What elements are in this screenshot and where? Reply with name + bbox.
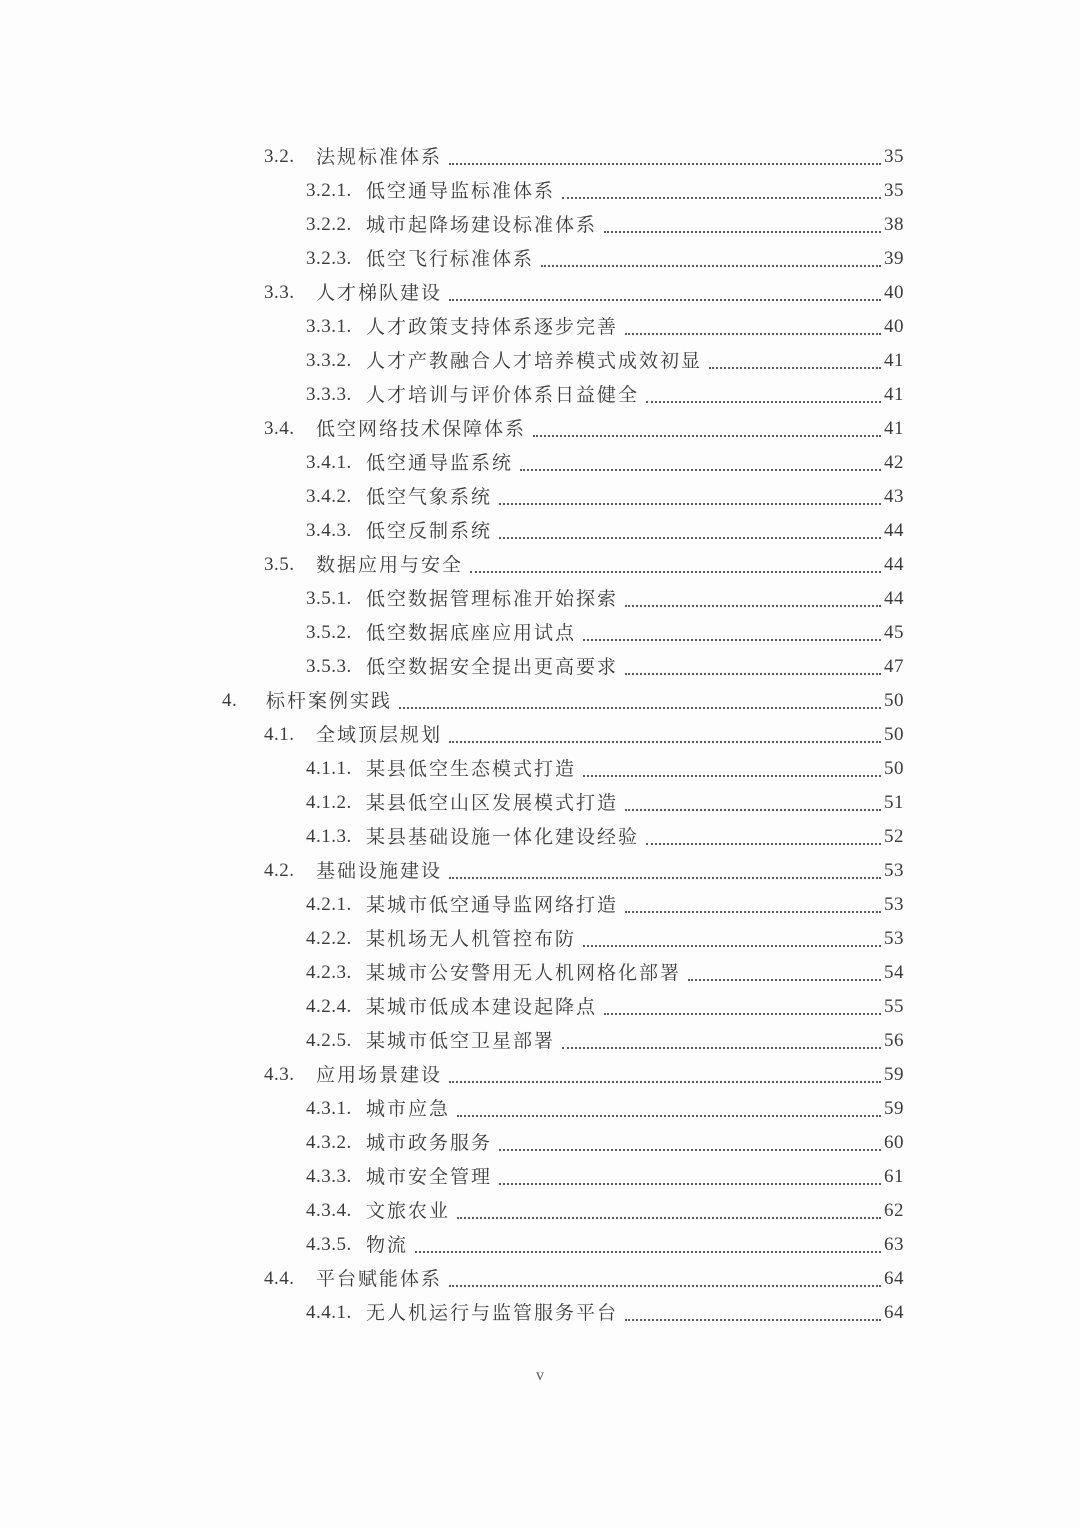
- toc-entry-title: 低空数据底座应用试点: [366, 622, 577, 644]
- toc-entry-page: 41: [884, 418, 904, 439]
- toc-entry-number: 4.: [222, 690, 238, 711]
- toc-leader-dots: [533, 434, 881, 437]
- toc-leader-dots: [604, 230, 881, 233]
- toc-entry-title: 全域顶层规划: [316, 724, 443, 746]
- toc-entry[interactable]: [306, 1228, 904, 1262]
- toc-entry-number: 4.3.: [264, 1064, 295, 1085]
- toc-leader-dots: [625, 808, 881, 811]
- toc-entry[interactable]: [306, 752, 904, 786]
- toc-entry-number: 4.2.4.: [306, 996, 352, 1017]
- toc-entry-page: 50: [884, 758, 904, 779]
- toc-entry-number: 3.2.3.: [306, 248, 352, 269]
- toc-entry[interactable]: [306, 616, 904, 650]
- toc-entry-page: 62: [884, 1200, 904, 1221]
- toc-entry-title: 某城市公安警用无人机网格化部署: [366, 962, 682, 984]
- toc-leader-dots: [499, 536, 881, 539]
- toc-entry[interactable]: [264, 1058, 904, 1092]
- toc-entry-number: 3.5.1.: [306, 588, 352, 609]
- toc-entry-title: 某城市低空通导监网络打造: [366, 894, 619, 916]
- toc-entry-number: 4.1.3.: [306, 826, 352, 847]
- toc-entry-number: 3.4.: [264, 418, 295, 439]
- toc-entry-number: 4.3.5.: [306, 1234, 352, 1255]
- toc-leader-dots: [449, 740, 881, 743]
- toc-entry[interactable]: [306, 310, 904, 344]
- toc-entry-number: 4.4.: [264, 1268, 295, 1289]
- toc-leader-dots: [449, 298, 881, 301]
- toc-entry-page: 64: [884, 1302, 904, 1323]
- toc-entry-number: 4.1.2.: [306, 792, 352, 813]
- toc-entry-title: 某城市低空卫星部署: [366, 1030, 556, 1052]
- toc-entry-title: 低空飞行标准体系: [366, 248, 535, 270]
- toc-entry-page: 53: [884, 928, 904, 949]
- toc-entry-page: 63: [884, 1234, 904, 1255]
- toc-entry-page: 35: [884, 146, 904, 167]
- toc-entry-page: 59: [884, 1098, 904, 1119]
- toc-entry-page: 60: [884, 1132, 904, 1153]
- toc-entry-title: 某县低空生态模式打造: [366, 758, 577, 780]
- toc-entry-number: 4.1.: [264, 724, 295, 745]
- toc-entry-title: 人才培训与评价体系日益健全: [366, 384, 640, 406]
- toc-leader-dots: [562, 1046, 881, 1049]
- toc-entry-page: 55: [884, 996, 904, 1017]
- toc-leader-dots: [499, 502, 881, 505]
- toc-entry-title: 低空通导监系统: [366, 452, 514, 474]
- toc-entry-title: 城市政务服务: [366, 1132, 493, 1154]
- toc-entry[interactable]: [306, 1024, 904, 1058]
- toc-entry[interactable]: [306, 956, 904, 990]
- toc-entry-page: 40: [884, 282, 904, 303]
- toc-entry-page: 51: [884, 792, 904, 813]
- toc-entry[interactable]: [306, 480, 904, 514]
- toc-entry-page: 44: [884, 554, 904, 575]
- toc-entry-number: 4.2.5.: [306, 1030, 352, 1051]
- toc-entry-number: 3.2.: [264, 146, 295, 167]
- toc-leader-dots: [583, 944, 881, 947]
- toc-entry[interactable]: [222, 684, 904, 718]
- toc-entry-number: 3.3.: [264, 282, 295, 303]
- toc-entry-number: 3.3.3.: [306, 384, 352, 405]
- toc-entry[interactable]: [306, 1126, 904, 1160]
- toc-leader-dots: [449, 1284, 881, 1287]
- toc-leader-dots: [709, 366, 881, 369]
- toc-entry-title: 城市起降场建设标准体系: [366, 214, 598, 236]
- toc-entry-number: 4.2.2.: [306, 928, 352, 949]
- toc-leader-dots: [520, 468, 881, 471]
- toc-entry-number: 3.3.2.: [306, 350, 352, 371]
- toc-entry-title: 某县低空山区发展模式打造: [366, 792, 619, 814]
- toc-leader-dots: [499, 1148, 881, 1151]
- toc-entry-title: 低空通导监标准体系: [366, 180, 556, 202]
- toc-entry-title: 标杆案例实践: [266, 690, 393, 712]
- toc-entry-page: 43: [884, 486, 904, 507]
- toc-entry[interactable]: [306, 1194, 904, 1228]
- toc-entry-title: 低空反制系统: [366, 520, 493, 542]
- toc-entry-page: 40: [884, 316, 904, 337]
- toc-leader-dots: [646, 400, 881, 403]
- toc-entry-page: 35: [884, 180, 904, 201]
- toc-entry-number: 3.4.2.: [306, 486, 352, 507]
- toc-entry-number: 4.4.1.: [306, 1302, 352, 1323]
- toc-entry[interactable]: [306, 786, 904, 820]
- toc-entry-page: 44: [884, 520, 904, 541]
- toc-entry[interactable]: [306, 1160, 904, 1194]
- toc-entry-number: 3.5.: [264, 554, 295, 575]
- toc-leader-dots: [399, 706, 881, 709]
- toc-entry[interactable]: [306, 1092, 904, 1126]
- toc-entry-page: 54: [884, 962, 904, 983]
- toc-entry-title: 基础设施建设: [316, 860, 443, 882]
- toc-entry-title: 法规标准体系: [316, 146, 443, 168]
- toc-entry-title: 人才政策支持体系逐步完善: [366, 316, 619, 338]
- toc-entry[interactable]: [264, 276, 904, 310]
- toc-entry-page: 50: [884, 724, 904, 745]
- toc-entry-title: 数据应用与安全: [316, 554, 464, 576]
- toc-leader-dots: [457, 1216, 881, 1219]
- toc-entry-number: 4.3.1.: [306, 1098, 352, 1119]
- toc-entry[interactable]: [306, 242, 904, 276]
- toc-leader-dots: [449, 1080, 881, 1083]
- toc-leader-dots: [625, 910, 881, 913]
- toc-leader-dots: [688, 978, 881, 981]
- toc-entry-title: 低空数据安全提出更高要求: [366, 656, 619, 678]
- toc-entry[interactable]: [264, 140, 904, 174]
- toc-entry[interactable]: [306, 514, 904, 548]
- toc-entry-number: 4.3.4.: [306, 1200, 352, 1221]
- toc-entry-title: 城市安全管理: [366, 1166, 493, 1188]
- toc-leader-dots: [457, 1114, 881, 1117]
- toc-leader-dots: [583, 638, 881, 641]
- toc-entry-number: 4.2.: [264, 860, 295, 881]
- toc-entry-page: 53: [884, 860, 904, 881]
- toc-leader-dots: [604, 1012, 881, 1015]
- toc-leader-dots: [625, 604, 881, 607]
- toc-entry-page: 45: [884, 622, 904, 643]
- toc-entry-page: 53: [884, 894, 904, 915]
- toc-entry-title: 某机场无人机管控布防: [366, 928, 577, 950]
- toc-leader-dots: [470, 570, 881, 573]
- toc-entry-page: 64: [884, 1268, 904, 1289]
- toc-entry-title: 物流: [366, 1234, 409, 1256]
- toc-entry-page: 50: [884, 690, 904, 711]
- toc-entry-title: 某县基础设施一体化建设经验: [366, 826, 640, 848]
- toc-entry[interactable]: [306, 1296, 904, 1330]
- toc-entry-number: 4.3.3.: [306, 1166, 352, 1187]
- toc-leader-dots: [625, 672, 881, 675]
- toc-entry-page: 59: [884, 1064, 904, 1085]
- toc-entry-number: 3.2.1.: [306, 180, 352, 201]
- toc-entry-number: 4.1.1.: [306, 758, 352, 779]
- toc-entry[interactable]: [306, 582, 904, 616]
- toc-entry-page: 44: [884, 588, 904, 609]
- toc-entry-title: 人才产教融合人才培养模式成效初显: [366, 350, 703, 372]
- toc-entry-page: 47: [884, 656, 904, 677]
- toc-entry[interactable]: [306, 820, 904, 854]
- toc-entry-page: 38: [884, 214, 904, 235]
- toc-entry[interactable]: [264, 1262, 904, 1296]
- toc-entry-number: 4.3.2.: [306, 1132, 352, 1153]
- toc-entry-number: 3.5.2.: [306, 622, 352, 643]
- toc-entry-page: 56: [884, 1030, 904, 1051]
- toc-entry-number: 4.2.3.: [306, 962, 352, 983]
- toc-entry[interactable]: [264, 548, 904, 582]
- toc-entry[interactable]: [306, 378, 904, 412]
- toc-entry-title: 无人机运行与监管服务平台: [366, 1302, 619, 1324]
- toc-entry-title: 应用场景建设: [316, 1064, 443, 1086]
- toc-entry-number: 3.4.3.: [306, 520, 352, 541]
- toc-entry[interactable]: [306, 990, 904, 1024]
- toc-entry-title: 平台赋能体系: [316, 1268, 443, 1290]
- toc-entry[interactable]: [264, 718, 904, 752]
- toc-entry[interactable]: [264, 412, 904, 446]
- toc-entry-number: 3.2.2.: [306, 214, 352, 235]
- toc-entry[interactable]: [306, 888, 904, 922]
- toc-leader-dots: [499, 1182, 881, 1185]
- toc-entry-number: 3.5.3.: [306, 656, 352, 677]
- toc-entry-title: 低空网络技术保障体系: [316, 418, 527, 440]
- toc-entry-title: 低空气象系统: [366, 486, 493, 508]
- toc-entry-number: 4.2.1.: [306, 894, 352, 915]
- toc-entry-title: 人才梯队建设: [316, 282, 443, 304]
- toc-entry-title: 低空数据管理标准开始探索: [366, 588, 619, 610]
- toc-leader-dots: [541, 264, 881, 267]
- toc-entry[interactable]: [306, 344, 904, 378]
- toc-entry[interactable]: [264, 854, 904, 888]
- toc-entry-page: 52: [884, 826, 904, 847]
- toc-leader-dots: [625, 332, 881, 335]
- toc-entry-page: 41: [884, 384, 904, 405]
- page-number: v: [536, 1367, 544, 1384]
- toc-entry-page: 39: [884, 248, 904, 269]
- toc-entry-number: 3.3.1.: [306, 316, 352, 337]
- toc-entry-number: 3.4.1.: [306, 452, 352, 473]
- toc-leader-dots: [415, 1250, 881, 1253]
- toc-entry[interactable]: [306, 174, 904, 208]
- toc-leader-dots: [583, 774, 881, 777]
- toc-entry-page: 42: [884, 452, 904, 473]
- toc-entry[interactable]: [306, 208, 904, 242]
- toc-entry[interactable]: [306, 922, 904, 956]
- toc-leader-dots: [449, 162, 881, 165]
- toc-leader-dots: [625, 1318, 881, 1321]
- toc-entry-page: 61: [884, 1166, 904, 1187]
- toc-leader-dots: [449, 876, 881, 879]
- toc-leader-dots: [646, 842, 881, 845]
- toc-leader-dots: [562, 196, 881, 199]
- toc-entry-page: 41: [884, 350, 904, 371]
- toc-entry[interactable]: [306, 650, 904, 684]
- toc-entry-title: 城市应急: [366, 1098, 451, 1120]
- toc-entry-title: 某城市低成本建设起降点: [366, 996, 598, 1018]
- toc-entry-title: 文旅农业: [366, 1200, 451, 1222]
- toc-entry[interactable]: [306, 446, 904, 480]
